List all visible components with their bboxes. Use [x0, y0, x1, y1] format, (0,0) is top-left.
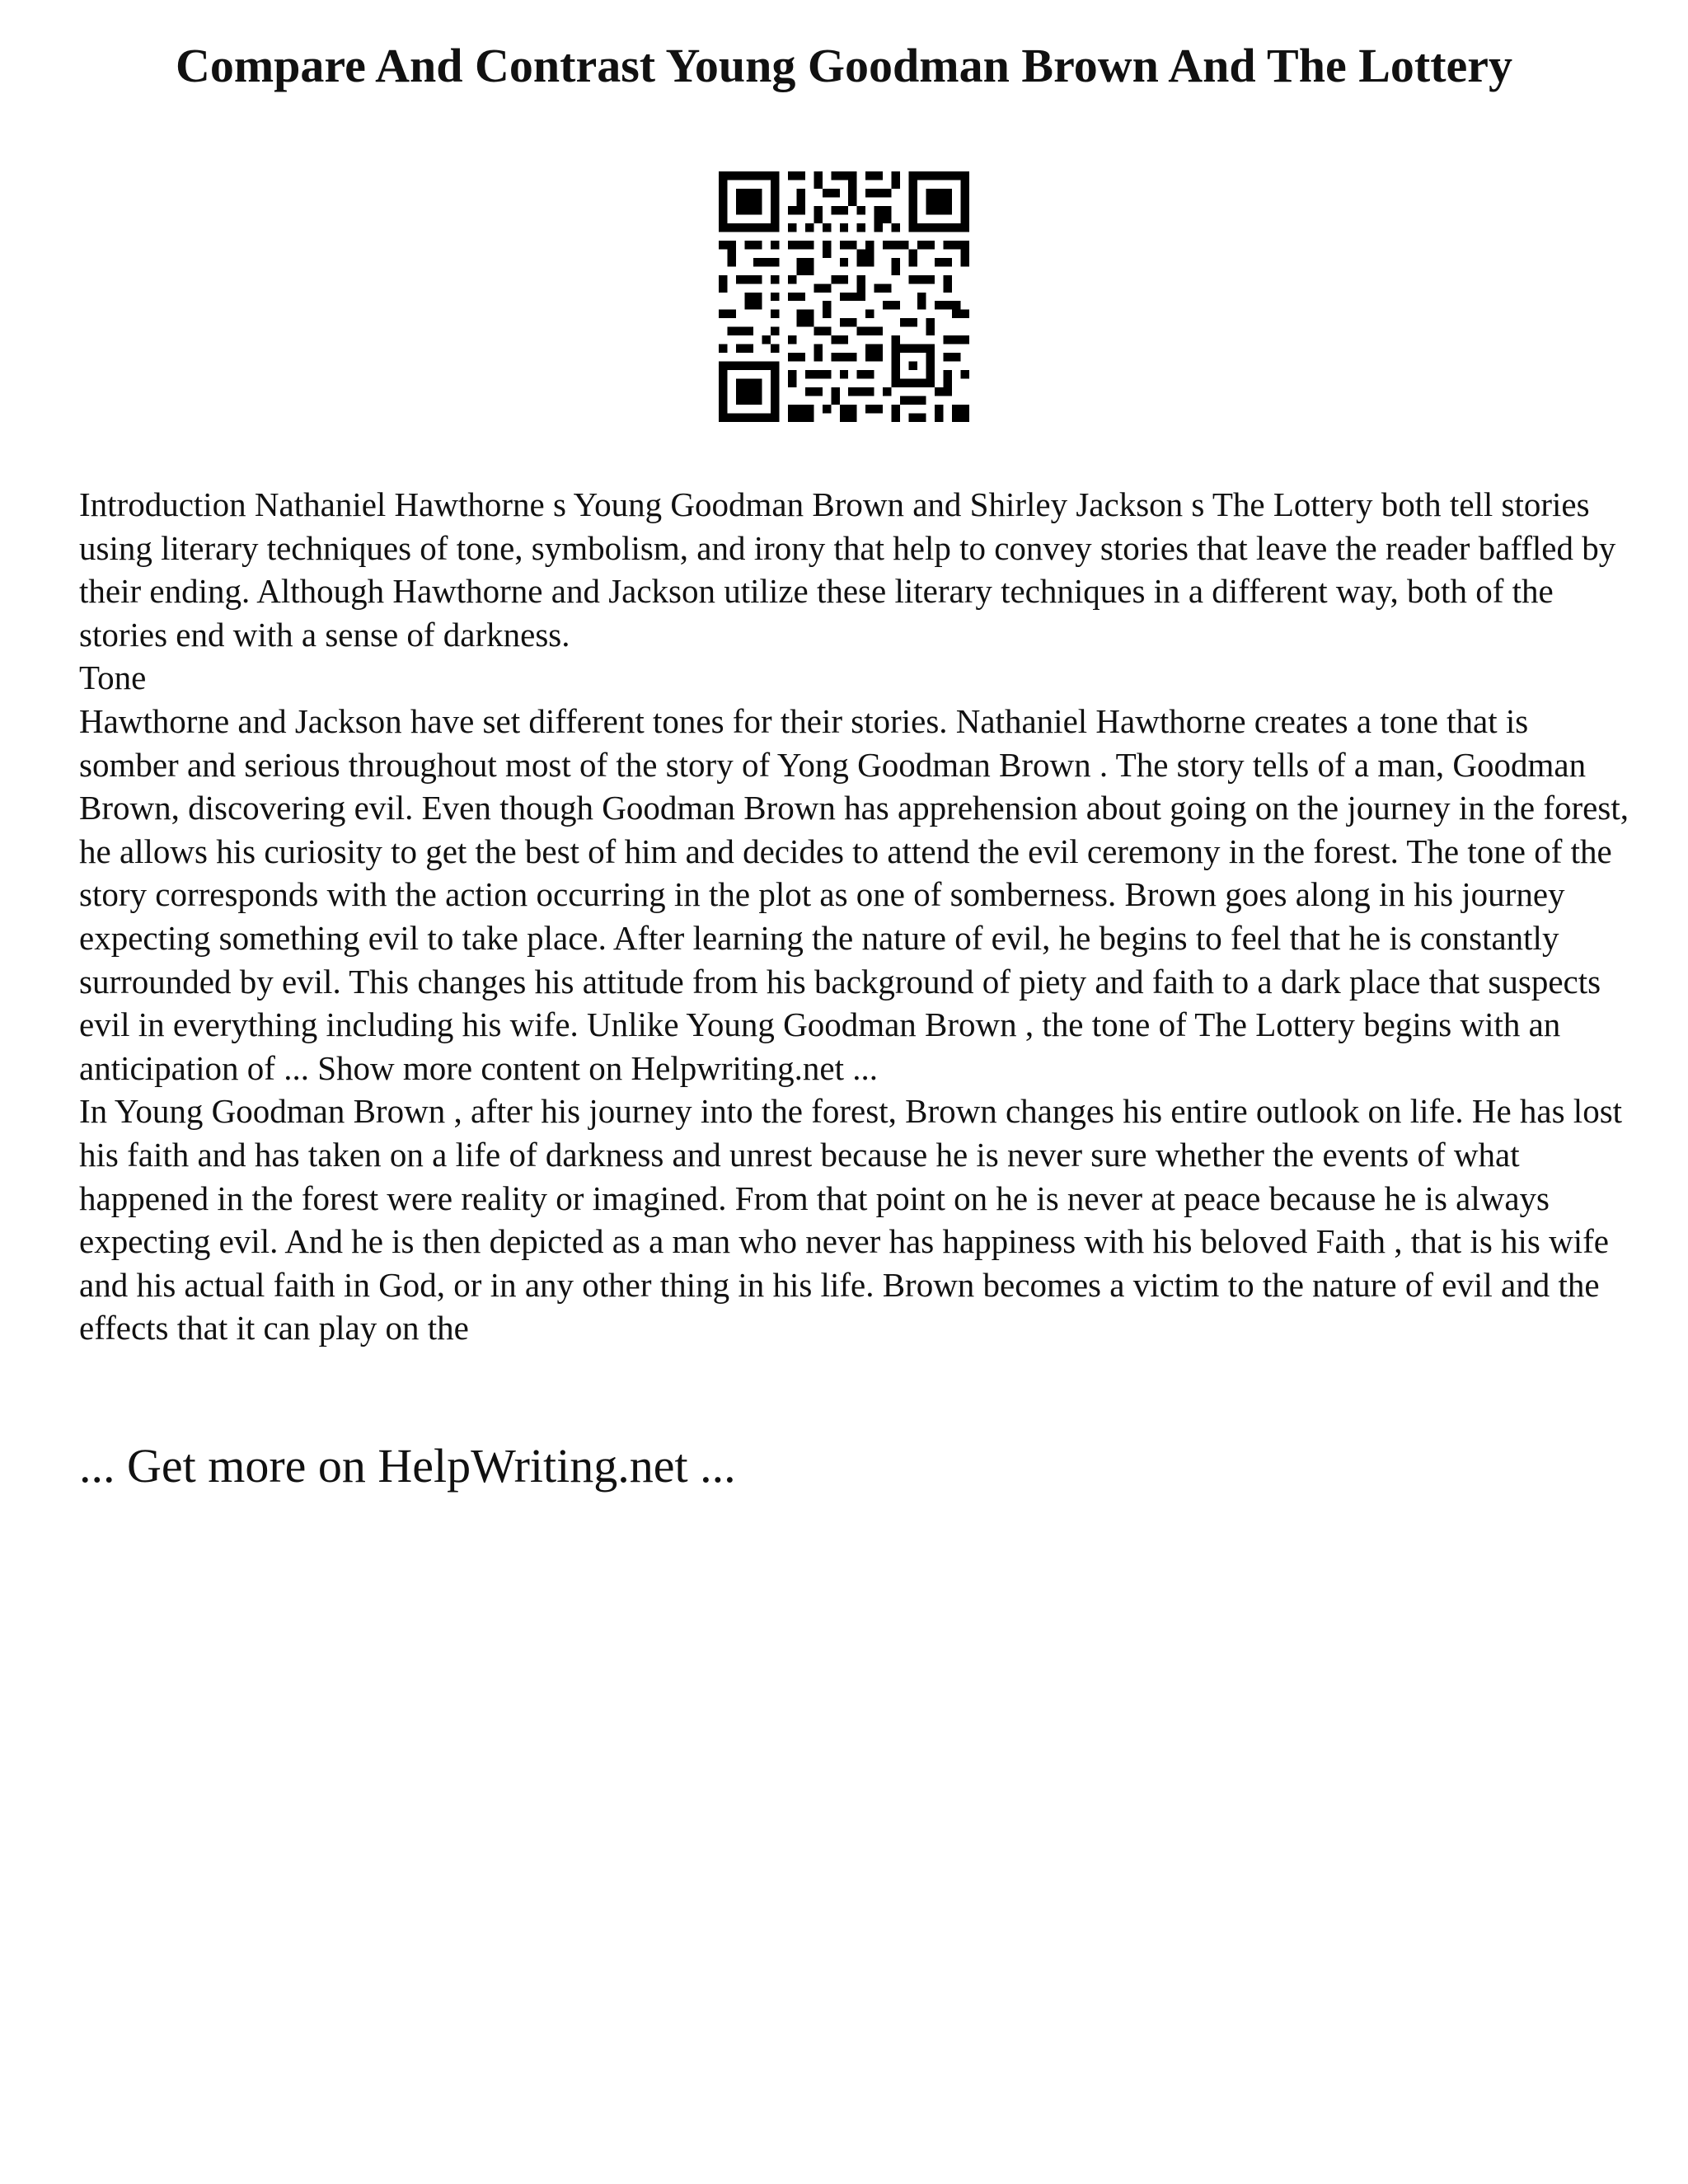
section-heading-tone: Tone: [79, 658, 147, 697]
essay-body: [79, 483, 1629, 1350]
get-more-link[interactable]: ... Get more on HelpWriting.net ...: [79, 1439, 736, 1493]
qr-code-graphic: [719, 171, 969, 422]
qr-code-icon[interactable]: [719, 171, 969, 422]
page-title: Compare And Contrast Young Goodman Brown And The Lottery: [175, 39, 1513, 92]
paragraph-introduction: Introduction Nathaniel Hawthorne s Young Goodman Brown and Shirley Jackson s The Lottery both tell stories using literary techniques of tone, symbolism, and irony that help to convey stories that leave the reader baffled by their ending. Although Hawthorne and Jackson utilize these literary techniques in a different way, both of the stories end with a sense of darkness.: [79, 485, 1616, 654]
paragraph-outlook: In Young Goodman Brown , after his journey into the forest, Brown changes his entire outlook on life. He has lost his faith and has taken on a life of darkness and unrest because he is never sure whether the events of what happened in the forest were reality or imagined. From that point on he is never at peace because he is always expecting evil. And he is then depicted as a man who never has happiness with his beloved Faith , that is his wife and his actual faith in God, or in any other thing in his life. Brown becomes a victim to the nature of evil and the effects that it can play on the: [79, 1092, 1623, 1347]
paragraph-tone: Hawthorne and Jackson have set different tones for their stories. Nathaniel Hawthorne creates a tone that is somber and serious throughout most of the story of Yong Goodman Brown . The story tells of a man, Goodman Brown, discovering evil. Even though Goodman Brown has apprehension about going on the journey in the forest, he allows his curiosity to get the best of him and decides to attend the evil ceremony in the forest. The tone of the story corresponds with the action occurring in the plot as one of somberness. Brown goes along in his journey expecting something evil to take place. After learning the nature of evil, he begins to feel that he is constantly surrounded by evil. This changes his attitude from his background of piety and faith to a dark place that suspects evil in everything including his wife. Unlike Young Goodman Brown , the tone of The Lottery begins with an anticipation of ... Show more content on Helpwriting.net ...: [79, 701, 1629, 1087]
